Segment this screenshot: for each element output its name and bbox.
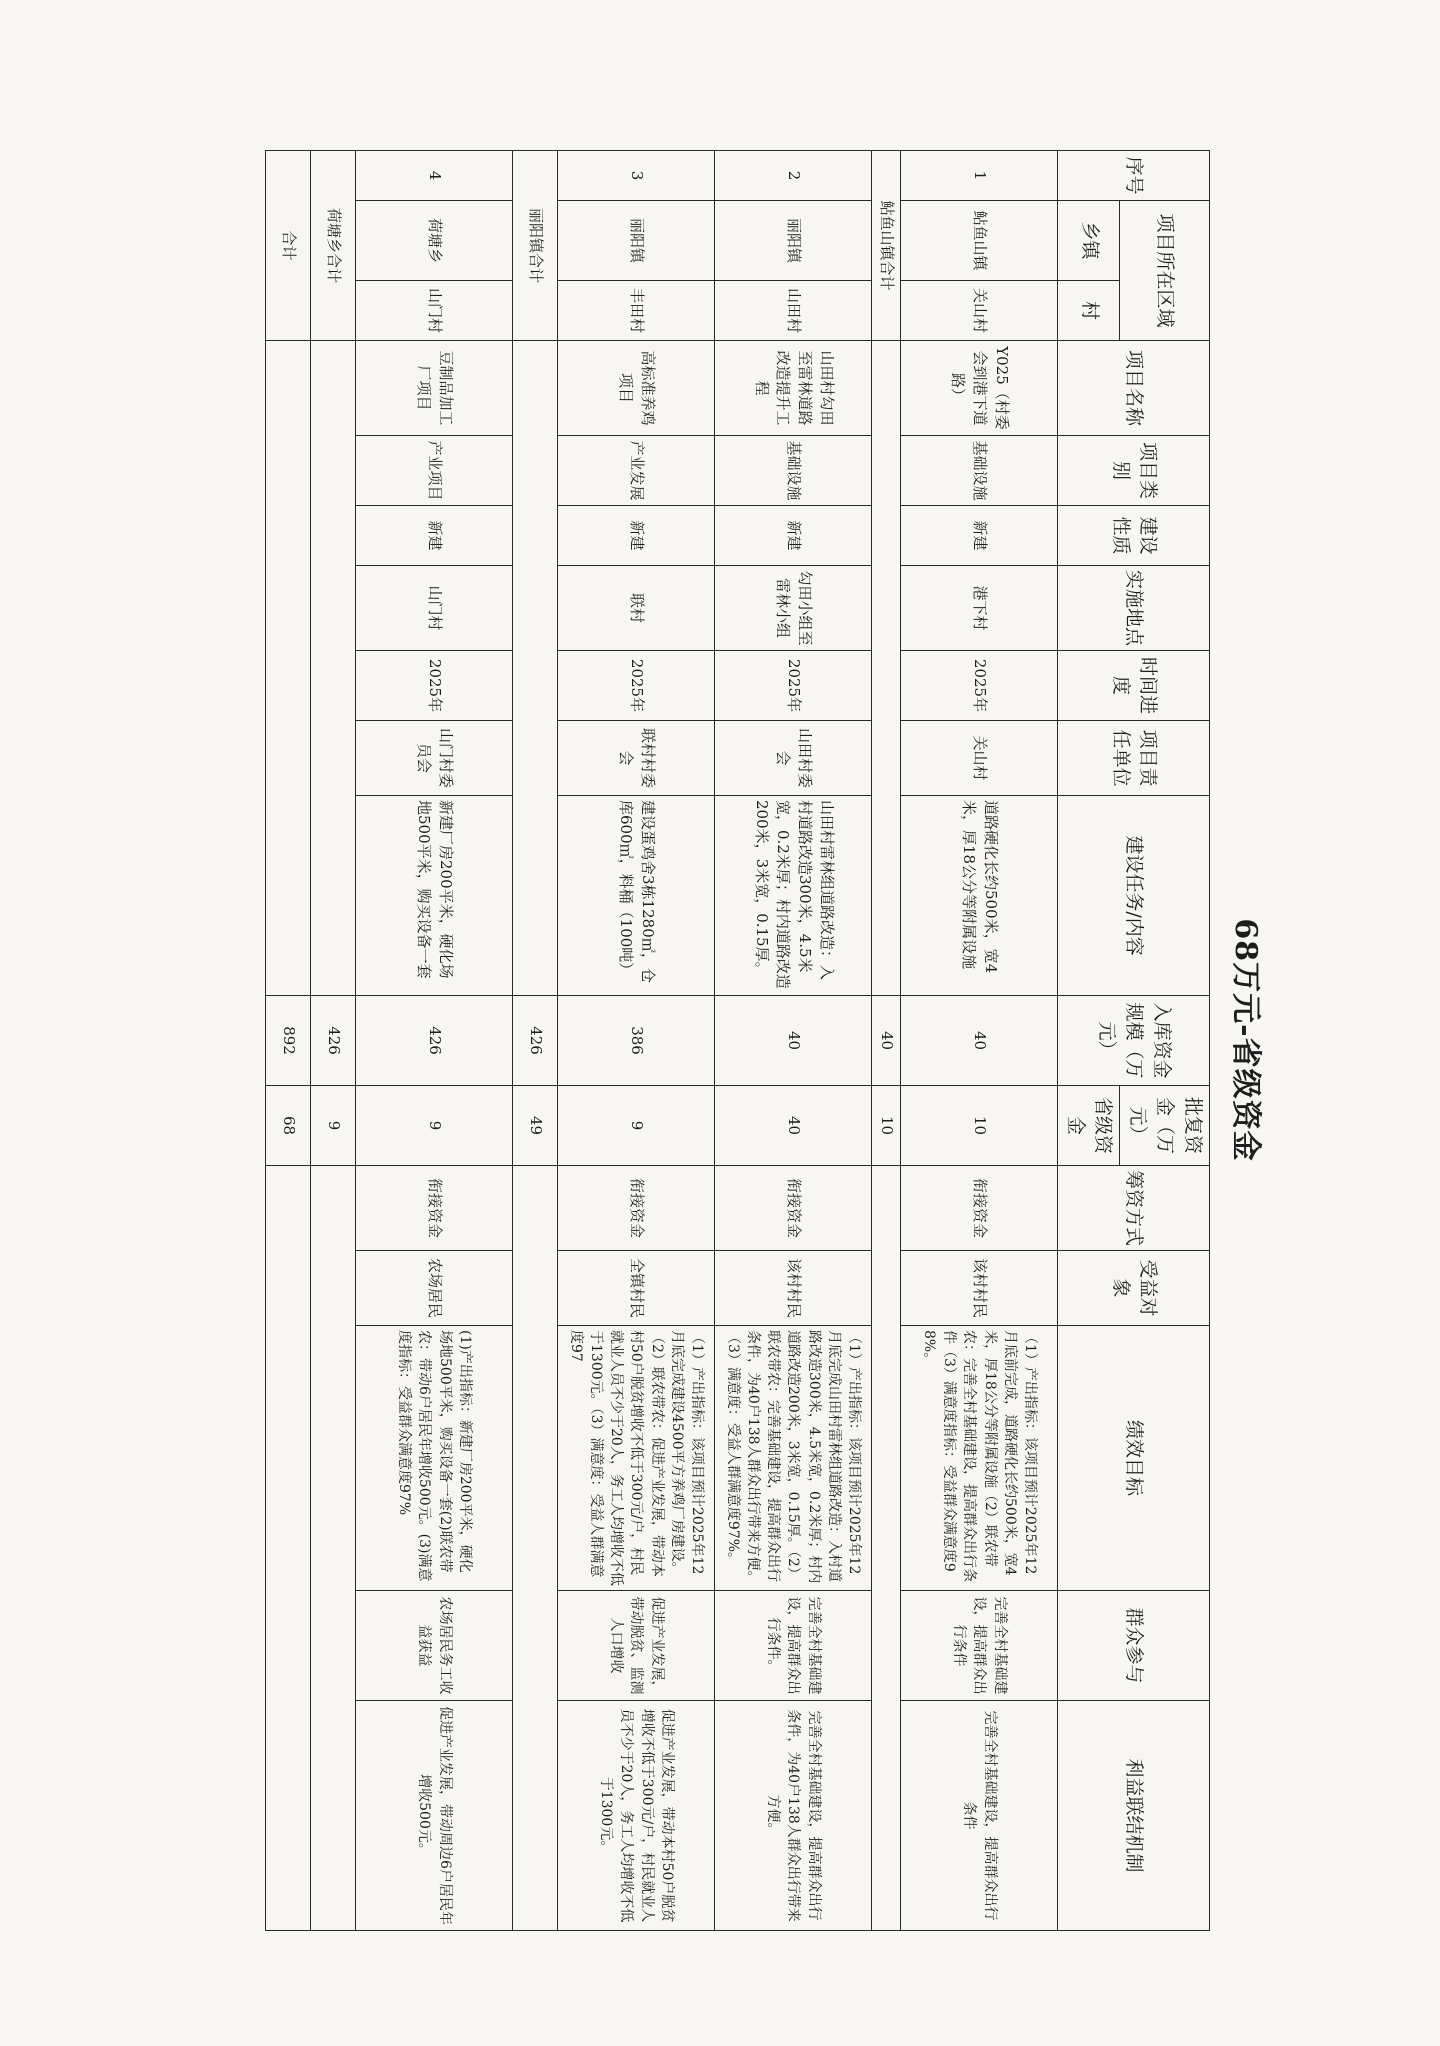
subtotal-label: 荷塘乡合计 <box>311 151 356 341</box>
page-title: 68万元-省级资金 <box>1228 918 1263 1162</box>
cell-provincial: 10 <box>901 1086 1058 1166</box>
header-funding: 筹资方式 <box>1058 1166 1210 1251</box>
subtotal-provincial: 10 <box>872 1086 901 1166</box>
cell-content: 建设蛋鸡舍3栋1280㎡，仓库600㎡，料桶（100吨） <box>558 796 715 996</box>
cell-name: 山田村勾田至雷林道路改造提升工程 <box>715 341 872 436</box>
cell-funding: 衔接资金 <box>715 1166 872 1251</box>
cell-unit: 关山村 <box>901 721 1058 796</box>
cell-provincial: 9 <box>558 1086 715 1166</box>
cell-village: 山门村 <box>356 281 513 341</box>
subtotal-scale: 426 <box>513 996 558 1086</box>
cell-performance: （1）产出指标：该项目预计2025年12月底完成山田村雷林组道路改造：入村道路改造300米，4.5米宽，0.2米厚；村内道路改造200米，3米宽，0.15厚。（2）联农带农：完善基础建设，提高群众出行条件，为40户138人群众出行带来方便。（3）满意度：受益人群满意度97%。 <box>715 1326 872 1591</box>
grand-total-row <box>266 151 311 1931</box>
cell-performance: (1)产出指标：新建厂房200平米，硬化场地500平米，购买设备一套(2)联农带农：带动6户居民年增收500元。(3)满意度指标：受益群众满意度97% <box>356 1326 513 1591</box>
cell-participation: 农场居民务工收益获益 <box>356 1591 513 1701</box>
subtotal-row <box>872 151 901 1931</box>
cell-benefit: 促进产业发展，带动本村50户脱贫增收不低于300元/户，村民就业人员不少于20人，务工人均增收不低于1300元。 <box>558 1701 715 1931</box>
cell-nature: 新建 <box>356 506 513 566</box>
cell-nature: 新建 <box>558 506 715 566</box>
subtotal-blank <box>872 1166 901 1931</box>
total-blank <box>266 1166 311 1931</box>
cell-beneficiary: 全镇村民 <box>558 1251 715 1326</box>
cell-unit: 联村村委会 <box>558 721 715 796</box>
cell-performance: （1）产出指标：该项目预计2025年12月底完成建设4500平方养鸡厂房建设。（2）联农带农：促进产业发展，带动本村50户脱贫增收不低于300元/户，村民就业人员不少于20人，务工人均增收不低于1300元。（3）满意度：受益人群满意度97 <box>558 1326 715 1591</box>
cell-seq: 2 <box>715 151 872 201</box>
cell-beneficiary: 农场居民 <box>356 1251 513 1326</box>
cell-name: 高标准养鸡项目 <box>558 341 715 436</box>
header-name: 项目名称 <box>1058 341 1210 436</box>
cell-schedule: 2025年 <box>356 651 513 721</box>
cell-village: 关山村 <box>901 281 1058 341</box>
subtotal-provincial: 49 <box>513 1086 558 1166</box>
cell-provincial: 40 <box>715 1086 872 1166</box>
header-region: 项目所在区域 <box>1120 201 1210 341</box>
cell-nature: 新建 <box>715 506 872 566</box>
cell-funding: 衔接资金 <box>356 1166 513 1251</box>
cell-seq: 1 <box>901 151 1058 201</box>
cell-name: 豆制品加工厂项目 <box>356 341 513 436</box>
cell-funding: 衔接资金 <box>901 1166 1058 1251</box>
cell-scale: 386 <box>558 996 715 1086</box>
header-performance: 绩效目标 <box>1058 1326 1210 1591</box>
header-unit: 项目责任单位 <box>1058 721 1210 796</box>
rotated-sheet <box>160 150 1280 1930</box>
cell-category: 产业项目 <box>356 436 513 506</box>
header-schedule: 时间进度 <box>1058 651 1210 721</box>
subtotal-scale: 40 <box>872 996 901 1086</box>
header-content: 建设任务/内容 <box>1058 796 1210 996</box>
cell-schedule: 2025年 <box>901 651 1058 721</box>
cell-scale: 40 <box>715 996 872 1086</box>
cell-content: 新建厂房200平米，硬化场地500平米，购买设备一套 <box>356 796 513 996</box>
total-blank <box>266 341 311 996</box>
table-row <box>715 151 872 1931</box>
cell-village: 山田村 <box>715 281 872 341</box>
cell-participation: 促进产业发展，带动脱贫、监测人口增收 <box>558 1591 715 1701</box>
subtotal-row <box>513 151 558 1931</box>
cell-scale: 426 <box>356 996 513 1086</box>
cell-location: 联村 <box>558 566 715 651</box>
cell-location: 山门村 <box>356 566 513 651</box>
cell-category: 基础设施 <box>715 436 872 506</box>
subtotal-scale: 426 <box>311 996 356 1086</box>
subtotal-provincial: 9 <box>311 1086 356 1166</box>
cell-scale: 40 <box>901 996 1058 1086</box>
cell-unit: 山田村委会 <box>715 721 872 796</box>
header-village: 村 <box>1058 281 1120 341</box>
header-provincial: 省级资金 <box>1058 1086 1120 1166</box>
header-location: 实施地点 <box>1058 566 1210 651</box>
header-beneficiary: 受益对象 <box>1058 1251 1210 1326</box>
cell-content: 山田村雷林组道路改造：入村道路改造300米，4.5米宽，0.2米厚；村内道路改造200米，3米宽，0.15厚。 <box>715 796 872 996</box>
header-approved: 批复资金（万元） <box>1120 1086 1210 1166</box>
cell-category: 基础设施 <box>901 436 1058 506</box>
cell-performance: （1）产出指标：该项目预计2025年12月底前完成，道路硬化长约500米，宽4米，厚18公分等附属设施（2）联农带农：完善全村基础建设，提高群众出行条件（3）满意度指标：受益群众满意度98%。 <box>901 1326 1058 1591</box>
cell-location: 勾田小组至雷林小组 <box>715 566 872 651</box>
cell-name: Y025（村委会到港下道路） <box>901 341 1058 436</box>
cell-seq: 4 <box>356 151 513 201</box>
table-row <box>901 151 1058 1931</box>
subtotal-blank <box>513 341 558 996</box>
header-seq: 序号 <box>1058 151 1210 201</box>
subtotal-label: 丽阳镇合计 <box>513 151 558 341</box>
total-label: 合计 <box>266 151 311 341</box>
header-scale: 入库资金规模（万元） <box>1058 996 1210 1086</box>
header-participation: 群众参与 <box>1058 1591 1210 1701</box>
subtotal-blank <box>513 1166 558 1931</box>
header-town: 乡镇 <box>1058 201 1120 281</box>
cell-seq: 3 <box>558 151 715 201</box>
cell-schedule: 2025年 <box>715 651 872 721</box>
subtotal-blank <box>872 341 901 996</box>
subtotal-blank <box>311 1166 356 1931</box>
cell-participation: 完善全村基础建设，提高群众出行条件。 <box>715 1591 872 1701</box>
cell-benefit: 完善全村基础建设，提高群众出行条件 <box>901 1701 1058 1931</box>
cell-content: 道路硬化长约500米，宽4米，厚18公分等附属设施 <box>901 796 1058 996</box>
table-row <box>356 151 513 1931</box>
cell-town: 荷塘乡 <box>356 201 513 281</box>
subtotal-label: 鲇鱼山镇合计 <box>872 151 901 341</box>
header-row <box>1120 151 1210 1931</box>
cell-town: 鲇鱼山镇 <box>901 201 1058 281</box>
cell-benefit: 完善全村基础建设，提高群众出行条件，为40户138人群众出行带来方便。 <box>715 1701 872 1931</box>
header-nature: 建设性质 <box>1058 506 1210 566</box>
header-category: 项目类别 <box>1058 436 1210 506</box>
project-table <box>265 150 1210 1931</box>
subtotal-row <box>311 151 356 1931</box>
cell-benefit: 促进产业发展，带动周边6户居民年增收500元。 <box>356 1701 513 1931</box>
cell-nature: 新建 <box>901 506 1058 566</box>
cell-beneficiary: 该村村民 <box>715 1251 872 1326</box>
cell-schedule: 2025年 <box>558 651 715 721</box>
total-provincial: 68 <box>266 1086 311 1166</box>
cell-town: 丽阳镇 <box>715 201 872 281</box>
cell-provincial: 9 <box>356 1086 513 1166</box>
cell-unit: 山门村委员会 <box>356 721 513 796</box>
cell-beneficiary: 该村村民 <box>901 1251 1058 1326</box>
total-scale: 892 <box>266 996 311 1086</box>
cell-village: 丰田村 <box>558 281 715 341</box>
cell-town: 丽阳镇 <box>558 201 715 281</box>
cell-category: 产业发展 <box>558 436 715 506</box>
cell-participation: 完善全村基础建设，提高群众出行条件 <box>901 1591 1058 1701</box>
cell-location: 港下村 <box>901 566 1058 651</box>
table-row <box>558 151 715 1931</box>
cell-funding: 衔接资金 <box>558 1166 715 1251</box>
header-benefit: 利益联结机制 <box>1058 1701 1210 1931</box>
subtotal-blank <box>311 341 356 996</box>
